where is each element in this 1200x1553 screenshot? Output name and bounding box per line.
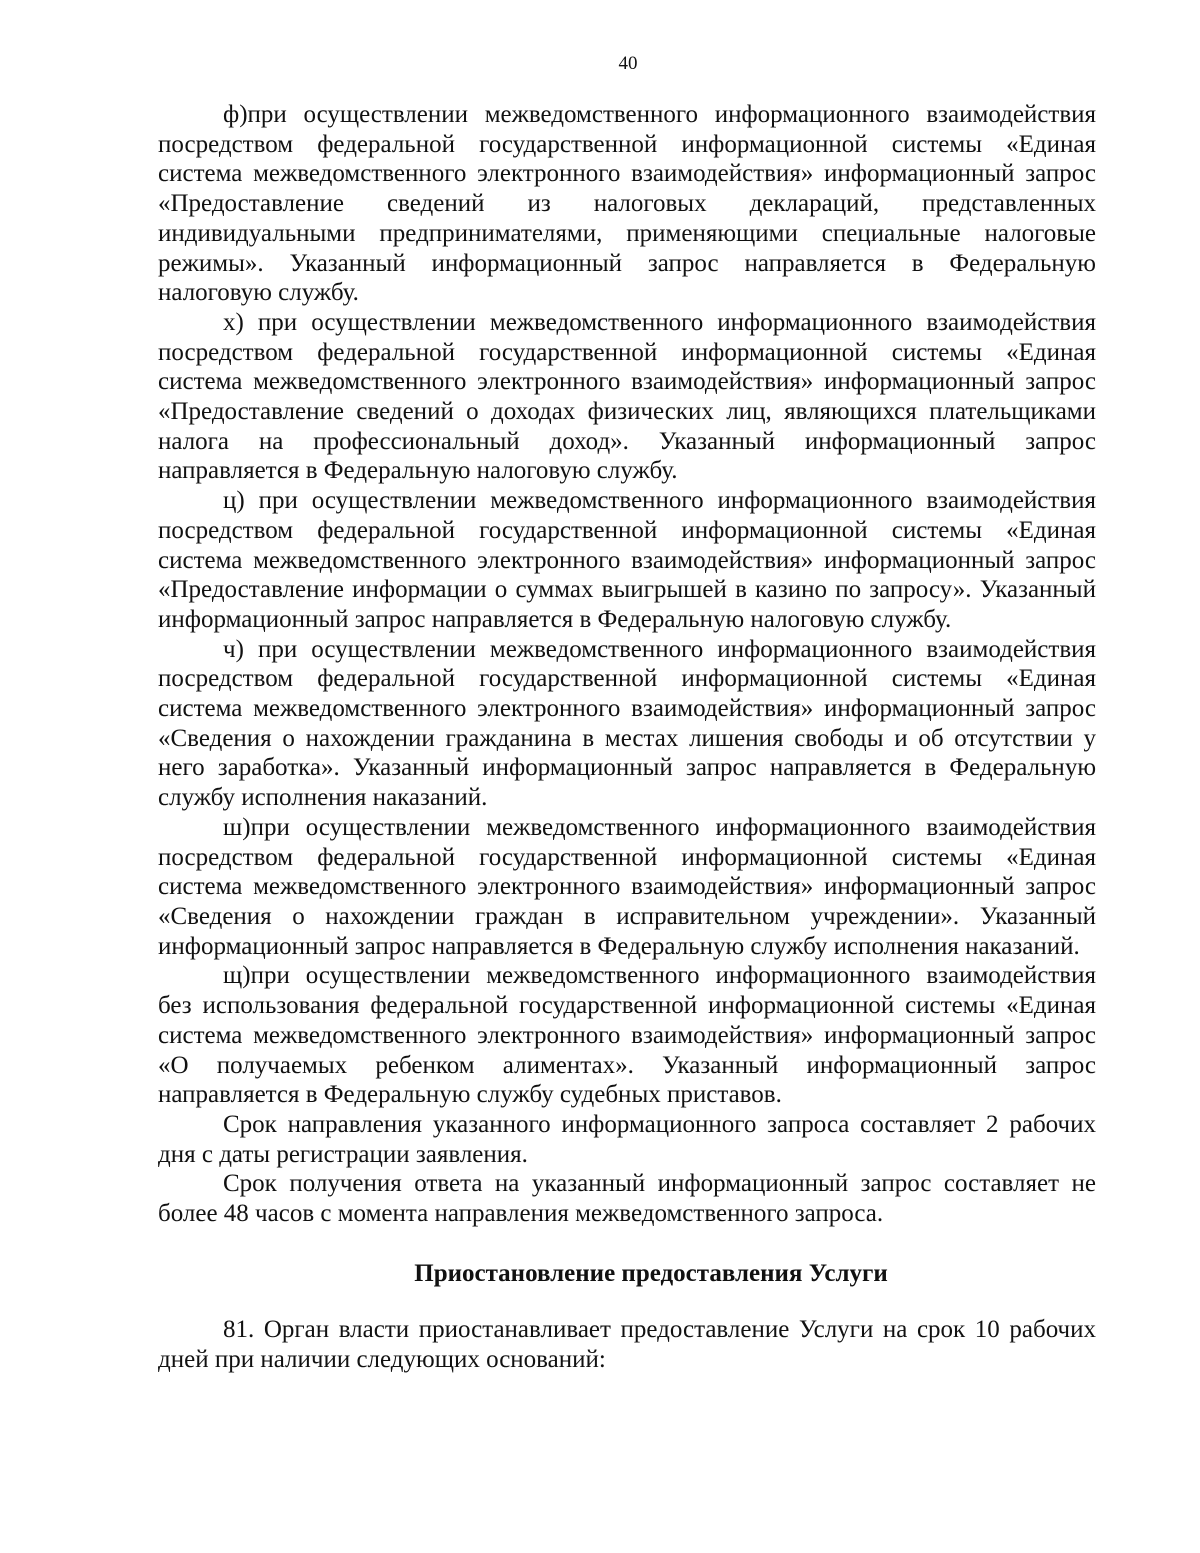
document-body (158, 100, 1096, 1375)
paragraph-kh: х) при осуществлении межведомственного информационного взаимодействия посредством федеральной государственной информационной системы «Единая система межведомственного электронного взаимодействия» информационный запрос «Предоставление сведений о доходах физических лиц, являющихся плательщиками налога на профессиональный доход». Указанный информационный запрос направляется в Федеральную налоговую службу. (158, 308, 1096, 485)
paragraph-deadline-response: Срок получения ответа на указанный информационный запрос составляет не более 48 часов с момента направления межведомственного запроса. (158, 1170, 1096, 1228)
page-number: 40 (618, 53, 638, 74)
paragraph-ch: ч) при осуществлении межведомственного информационного взаимодействия посредством федеральной государственной информационной системы «Единая система межведомственного электронного взаимодействия» информационный запрос «Сведения о нахождении гражданина в местах лишения свободы и об отсутствии у него заработка». Указанный информационный запрос направляется в Федеральную службу исполнения наказаний. (158, 635, 1096, 812)
paragraph-shch: щ)при осуществлении межведомственного информационного взаимодействия без использования федеральной государственной информационной системы «Единая система межведомственного электронного взаимодействия» информационный запрос «О получаемых ребенком алиментах». Указанный информационный запрос направляется в Федеральную службу судебных приставов. (158, 962, 1096, 1109)
paragraph-item-81: 81. Орган власти приостанавливает предоставление Услуги на срок 10 рабочих дней при наличии следующих оснований: (158, 1316, 1096, 1374)
paragraph-sh: ш)при осуществлении межведомственного информационного взаимодействия посредством федеральной государственной информационной системы «Единая система межведомственного электронного взаимодействия» информационный запрос «Сведения о нахождении граждан в исправительном учреждении». Указанный информационный запрос направляется в Федеральную службу исполнения наказаний. (158, 813, 1096, 960)
paragraph-f: ф)при осуществлении межведомственного информационного взаимодействия посредством федеральной государственной информационной системы «Единая система межведомственного электронного взаимодействия» информационный запрос «Предоставление сведений из налоговых деклараций, представленных индивидуальными предпринимателями, применяющими специальные налоговые режимы». Указанный информационный запрос направляется в Федеральную налоговую службу. (158, 101, 1096, 307)
paragraph-deadline-send: Срок направления указанного информационного запроса составляет 2 рабочих дня с даты регистрации заявления. (158, 1110, 1096, 1168)
paragraph-ts: ц) при осуществлении межведомственного информационного взаимодействия посредством федеральной государственной информационной системы «Единая система межведомственного электронного взаимодействия» информационный запрос «Предоставление информации о суммах выигрышей в казино по запросу». Указанный информационный запрос направляется в Федеральную налоговую службу. (158, 487, 1096, 633)
section-heading: Приостановление предоставления Услуги (414, 1259, 888, 1287)
